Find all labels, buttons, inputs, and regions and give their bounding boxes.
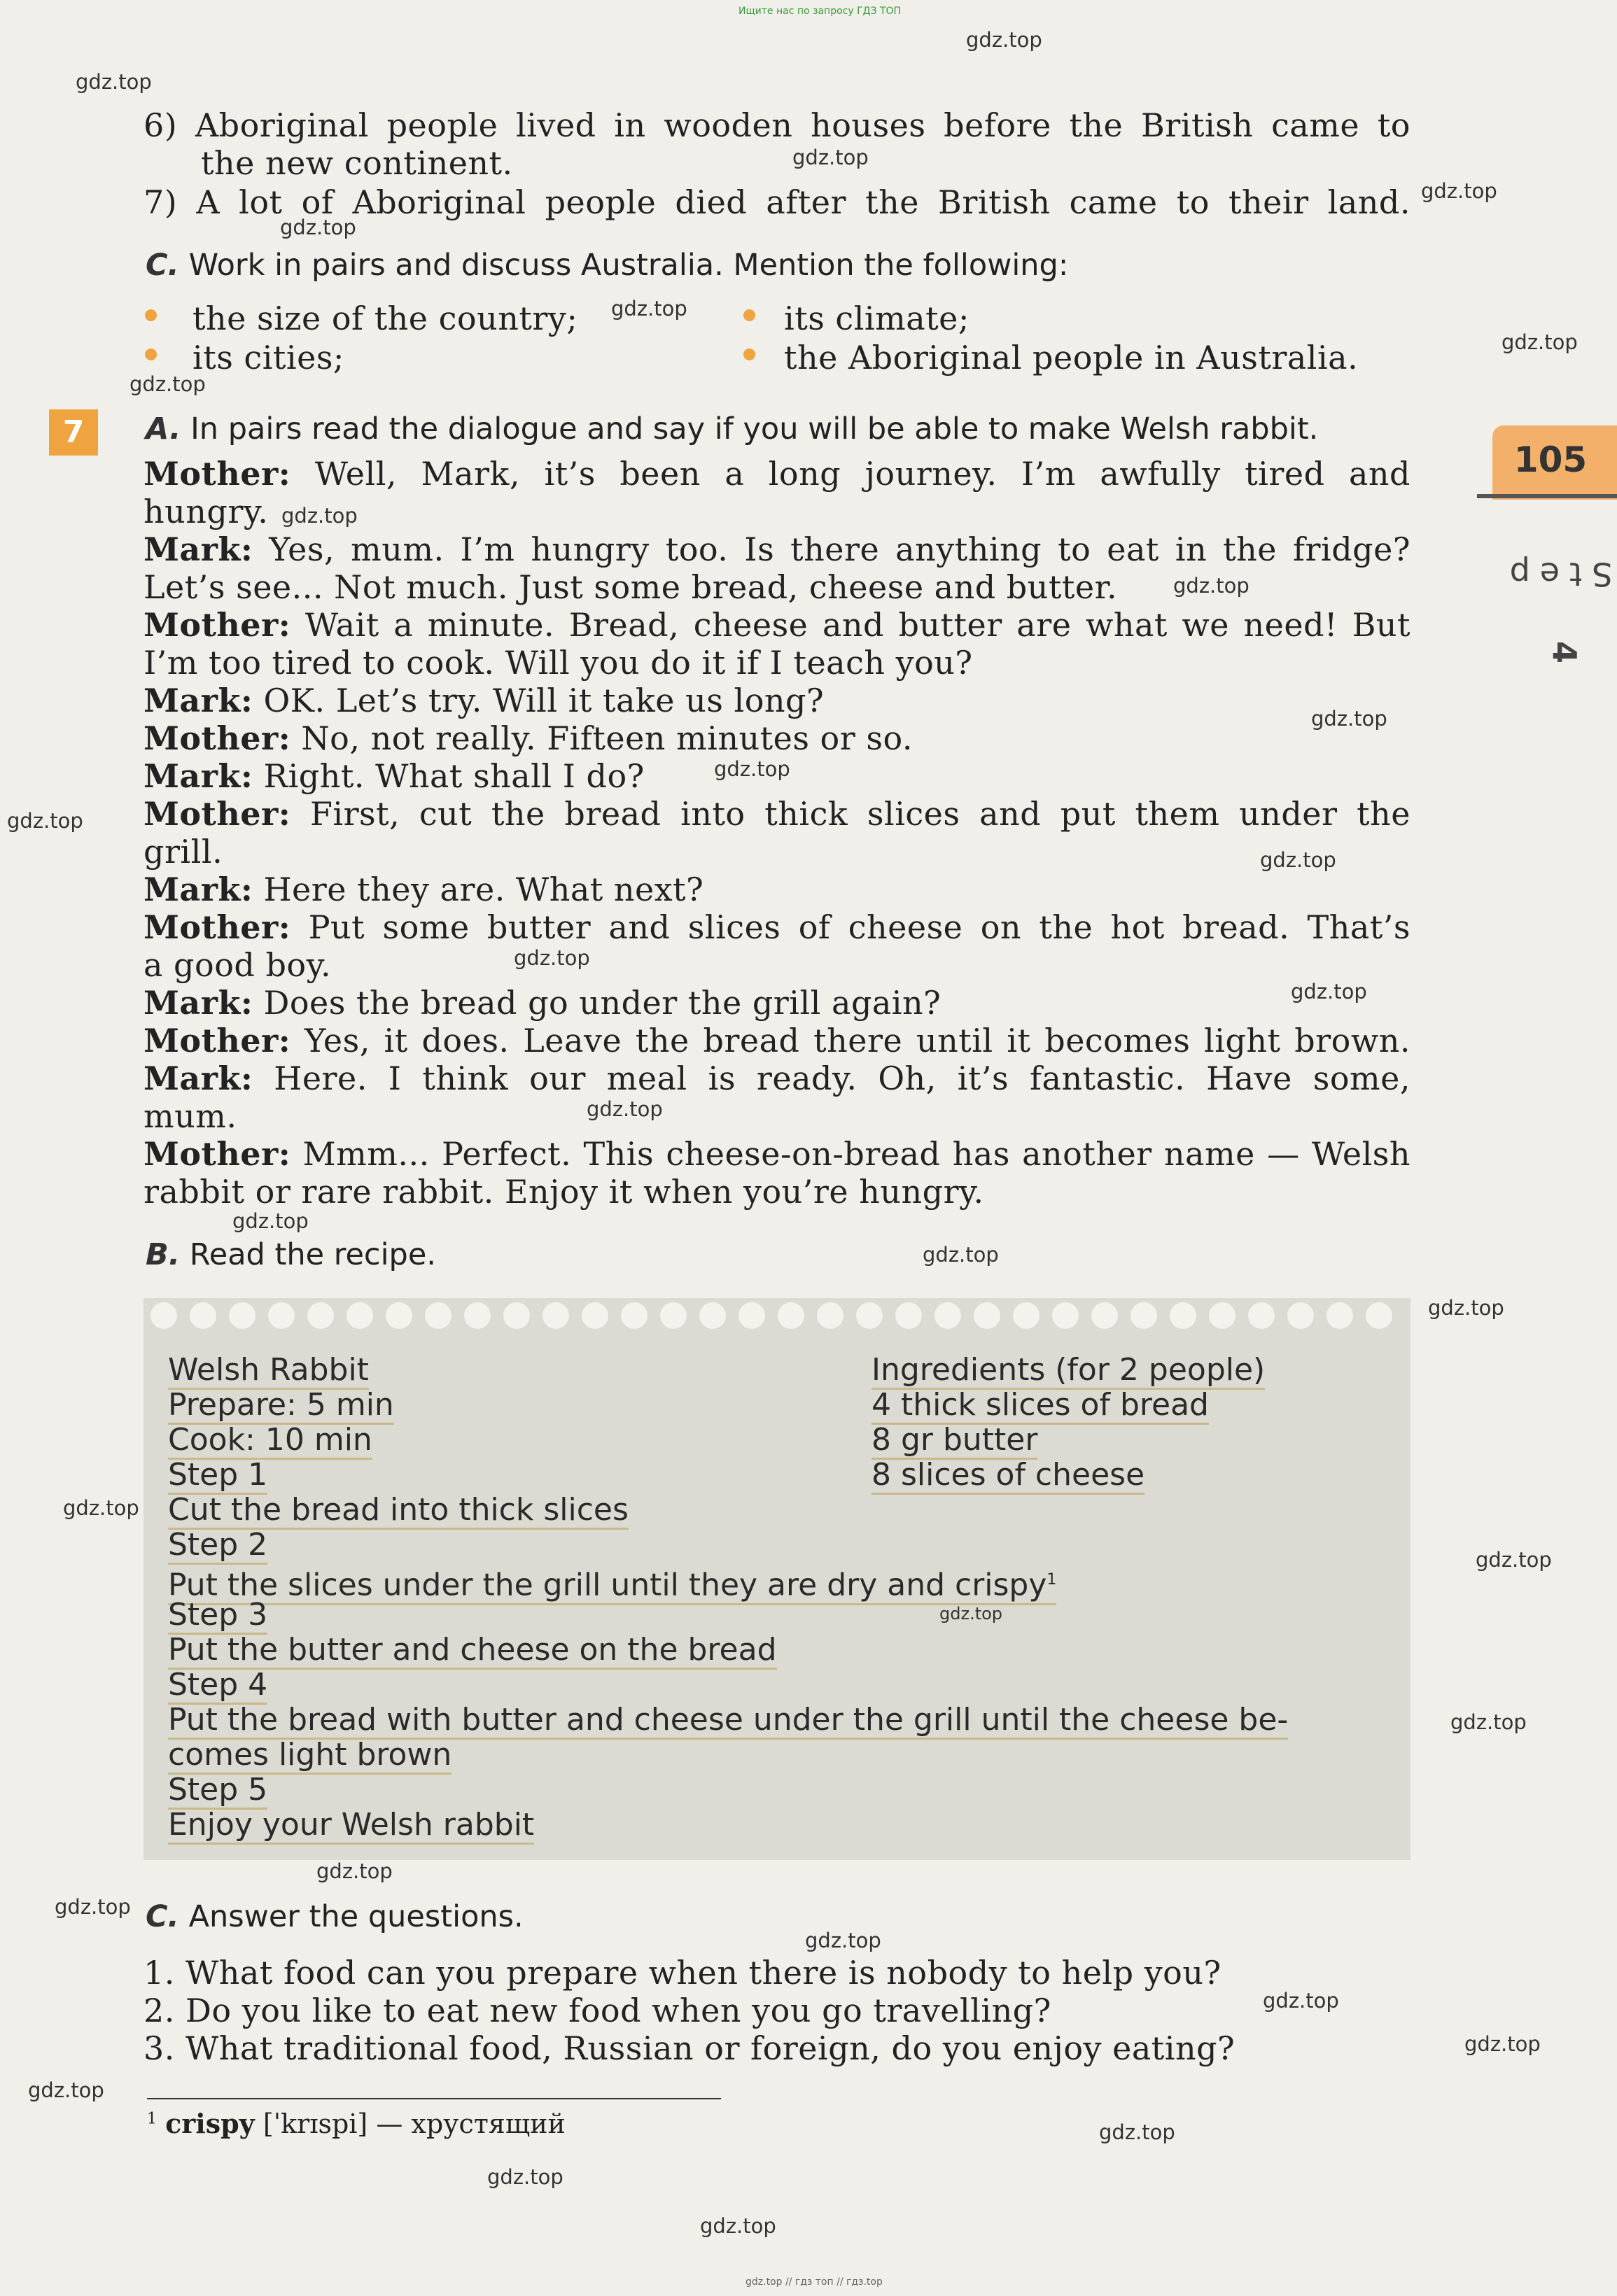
- watermark: gdz.top: [1263, 1989, 1339, 2013]
- dialogue-line: [144, 1059, 1410, 1097]
- replica: OK. Let’s try. Will it take us long?: [263, 682, 825, 719]
- perforation-hole: [386, 1302, 412, 1329]
- task-c2-letter: C.: [146, 1899, 179, 1934]
- recipe-line: Prepare: 5 min: [168, 1388, 394, 1425]
- watermark: gdz.top: [714, 757, 790, 781]
- perforation-hole: [778, 1302, 804, 1329]
- speaker: Mark:: [144, 682, 253, 719]
- recipe-line-text: Put the slices under the grill until they are dry and crispy: [168, 1567, 1047, 1603]
- bullet-item: its climate;: [784, 300, 969, 337]
- footnote-mark: 1: [147, 2110, 157, 2128]
- replica: Right. What shall I do?: [263, 757, 645, 795]
- watermark: gdz.top: [130, 372, 206, 396]
- dialogue: [144, 455, 1410, 1211]
- perforation-hole: [974, 1302, 1000, 1329]
- tab-divider: [1477, 494, 1617, 498]
- question-item: [144, 1992, 1410, 2029]
- recipe-line: Cut the bread into thick slices: [168, 1493, 629, 1530]
- replica: Yes, mum. I’m hungry too. Is there anything to eat in the fridge?: [269, 530, 1410, 568]
- speaker: Mother:: [144, 908, 291, 946]
- ingredient-item: 8 slices of cheese: [872, 1458, 1144, 1495]
- bullet-item: the Aboriginal people in Australia.: [784, 339, 1359, 376]
- ingredient-item: 8 gr butter: [872, 1423, 1037, 1460]
- footnote-word: crispy: [165, 2108, 255, 2139]
- footnote-marker: 1: [1046, 1571, 1057, 1589]
- perforation-hole: [738, 1302, 765, 1329]
- bullet-dot: [743, 309, 755, 321]
- watermark: gdz.top: [923, 1243, 999, 1267]
- statement-number: 7): [144, 183, 178, 221]
- watermark: gdz.top: [280, 216, 356, 239]
- perforation-hole: [229, 1302, 255, 1329]
- dialogue-line: [144, 455, 1410, 493]
- statement-text: Aboriginal people lived in wooden houses before the British came to: [195, 106, 1411, 144]
- watermark: gdz.top: [587, 1097, 663, 1121]
- watermark: gdz.top: [1464, 2032, 1541, 2056]
- question-text: What food can you prepare when there is nobody to help you?: [186, 1954, 1222, 1992]
- dialogue-line: grill.: [144, 833, 223, 871]
- perforation-hole: [425, 1302, 451, 1329]
- replica: Mmm... Perfect. This cheese-on-bread has another name — Welsh: [302, 1135, 1411, 1173]
- question-number: 2.: [144, 1992, 175, 2029]
- watermark: gdz.top: [700, 2214, 776, 2238]
- recipe-line: Cook: 10 min: [168, 1423, 372, 1460]
- watermark: gdz.top: [1450, 1710, 1527, 1734]
- bullet-dot: [145, 348, 157, 360]
- dialogue-line: a good boy.: [144, 946, 332, 984]
- task-b-letter: B.: [146, 1237, 181, 1272]
- watermark: gdz.top: [281, 504, 358, 528]
- question-item: [144, 1954, 1410, 1992]
- perforation-hole: [1130, 1302, 1157, 1329]
- replica: First, cut the bread into thick slices and put them under the: [309, 795, 1411, 833]
- replica: Put some butter and slices of cheese on the hot bread. That’s: [308, 908, 1410, 946]
- replica: No, not really. Fifteen minutes or so.: [301, 719, 913, 757]
- ingredients-title: Ingredients (for 2 people): [872, 1353, 1265, 1390]
- dialogue-line: [144, 1022, 1410, 1059]
- speaker: Mark:: [144, 530, 253, 568]
- task-c2-instruction: [146, 1898, 524, 1936]
- watermark: gdz.top: [1173, 574, 1250, 598]
- watermark: gdz.top: [1476, 1548, 1552, 1572]
- perforation-hole: [895, 1302, 922, 1329]
- perforation-hole: [817, 1302, 844, 1329]
- question-list: [144, 1954, 1410, 2067]
- dialogue-line: [144, 795, 1410, 833]
- question-number: 3.: [144, 2029, 175, 2067]
- perforation-hole: [1287, 1302, 1314, 1329]
- perforation-hole: [660, 1302, 687, 1329]
- bullet-item: the size of the country;: [192, 300, 578, 337]
- watermark: gdz.top: [792, 146, 869, 169]
- dialogue-line: [144, 719, 1410, 757]
- perforation-hole: [542, 1302, 569, 1329]
- footer-note: gdz.top // гдз топ // гдз.top: [746, 2276, 883, 2288]
- dialogue-line: [144, 606, 1410, 644]
- perforation-hole: [268, 1302, 295, 1329]
- perforation-hole: [307, 1302, 334, 1329]
- watermark: gdz.top: [7, 809, 83, 833]
- dialogue-line: [144, 908, 1410, 946]
- perforation-hole: [190, 1302, 216, 1329]
- watermark: gdz.top: [514, 946, 590, 970]
- header-note: Ищите нас по запросу ГДЗ ТОП: [738, 6, 902, 17]
- perforation-hole: [1366, 1302, 1392, 1329]
- watermark: gdz.top: [232, 1209, 309, 1233]
- perforation-hole: [582, 1302, 608, 1329]
- task-c-instruction: [146, 246, 1068, 284]
- replica: Here they are. What next?: [263, 871, 704, 908]
- perforation-hole: [503, 1302, 530, 1329]
- recipe-line: Enjoy your Welsh rabbit: [168, 1808, 534, 1845]
- watermark: gdz.top: [966, 28, 1042, 52]
- dialogue-line: hungry.: [144, 493, 269, 530]
- watermark: gdz.top: [1421, 179, 1497, 203]
- speaker: Mark:: [144, 1059, 253, 1097]
- statement-6-line2: the new continent.: [201, 144, 513, 182]
- watermark: gdz.top: [1099, 2120, 1175, 2144]
- replica: Wait a minute. Bread, cheese and butter are what we need! But: [304, 606, 1410, 644]
- perforation-hole: [1326, 1302, 1353, 1329]
- dialogue-line: [144, 871, 1410, 908]
- dialogue-line: mum.: [144, 1097, 237, 1135]
- question-text: Do you like to eat new food when you go travelling?: [186, 1992, 1051, 2029]
- task-a-letter: A.: [146, 411, 181, 446]
- recipe-line: [168, 1563, 1056, 1605]
- footnote: [147, 2108, 566, 2139]
- footnote-translation: — хрустящий: [376, 2108, 566, 2139]
- footnote-rule: [147, 2098, 721, 2099]
- statement-6-line1: [144, 106, 1410, 144]
- step-side-number: 4: [1546, 640, 1583, 663]
- perforation-hole: [1052, 1302, 1079, 1329]
- perforation-hole: [1013, 1302, 1040, 1329]
- step-side-word: Step: [1499, 555, 1613, 593]
- watermark: gdz.top: [1291, 980, 1367, 1003]
- watermark: gdz.top: [76, 70, 152, 94]
- statement-6: [144, 106, 1410, 182]
- perforation-hole: [934, 1302, 961, 1329]
- perforation-hole: [346, 1302, 373, 1329]
- perforation-hole: [699, 1302, 726, 1329]
- perforation-hole: [1209, 1302, 1236, 1329]
- recipe-line: Put the bread with butter and cheese under the grill until the cheese be-: [168, 1703, 1288, 1740]
- task-b-text: Read the recipe.: [189, 1237, 436, 1272]
- replica: Yes, it does. Leave the bread there until it becomes light brown.: [304, 1022, 1410, 1059]
- recipe-line: comes light brown: [168, 1738, 451, 1775]
- recipe-line: Put the butter and cheese on the bread: [168, 1633, 777, 1670]
- recipe-step-heading: Step 3: [168, 1598, 267, 1635]
- watermark: gdz.top: [1502, 330, 1578, 354]
- replica: Does the bread go under the grill again?: [263, 984, 941, 1022]
- speaker: Mother:: [144, 1022, 291, 1059]
- watermark: gdz.top: [805, 1929, 881, 1952]
- speaker: Mark:: [144, 757, 253, 795]
- recipe-step-heading: Step 2: [168, 1528, 267, 1565]
- perforation-hole: [150, 1302, 177, 1329]
- recipe-title: Welsh Rabbit: [168, 1353, 369, 1390]
- perforation-hole: [1091, 1302, 1118, 1329]
- question-number: 1.: [144, 1954, 175, 1992]
- dialogue-line: [144, 682, 1410, 719]
- watermark: gdz.top: [939, 1604, 1003, 1624]
- question-item: [144, 2029, 1410, 2067]
- watermark: gdz.top: [55, 1895, 131, 1919]
- ingredient-item: 4 thick slices of bread: [872, 1388, 1209, 1425]
- replica: Well, Mark, it’s been a long journey. I’m awfully tired and: [314, 455, 1410, 493]
- task-a-text: In pairs read the dialogue and say if you will be able to make Welsh rabbit.: [190, 411, 1319, 446]
- watermark: gdz.top: [316, 1859, 393, 1883]
- statement-number: 6): [144, 106, 178, 144]
- recipe-card-perforation: [144, 1298, 1410, 1332]
- perforation-hole: [464, 1302, 491, 1329]
- watermark: gdz.top: [63, 1496, 139, 1520]
- perforation-hole: [1170, 1302, 1196, 1329]
- perforation-hole: [1248, 1302, 1275, 1329]
- watermark: gdz.top: [1260, 848, 1336, 872]
- watermark: gdz.top: [28, 2078, 104, 2102]
- dialogue-line: [144, 530, 1410, 568]
- task-c2-text: Answer the questions.: [188, 1899, 524, 1934]
- speaker: Mother:: [144, 795, 291, 833]
- speaker: Mark:: [144, 871, 253, 908]
- recipe-step-heading: Step 5: [168, 1773, 267, 1810]
- bullet-dot: [145, 309, 157, 321]
- perforation-hole: [856, 1302, 883, 1329]
- step-side-label: [1499, 518, 1613, 668]
- dialogue-line: [144, 1135, 1410, 1173]
- replica: Here. I think our meal is ready. Oh, it’s fantastic. Have some,: [274, 1059, 1410, 1097]
- speaker: Mother:: [144, 1135, 291, 1173]
- statement-text: A lot of Aboriginal people died after the British came to their land.: [196, 183, 1410, 221]
- speaker: Mother:: [144, 455, 291, 493]
- watermark: gdz.top: [1311, 707, 1387, 731]
- bullet-dot: [743, 348, 755, 360]
- footnote-transcription: [ˈkrɪspi]: [262, 2108, 368, 2139]
- recipe-step-heading: Step 1: [168, 1458, 267, 1495]
- task-c-text: Work in pairs and discuss Australia. Mention the following:: [188, 248, 1069, 283]
- question-text: What traditional food, Russian or foreign, do you enjoy eating?: [186, 2029, 1236, 2067]
- speaker: Mother:: [144, 719, 291, 757]
- exercise-number: 7: [49, 409, 98, 456]
- bullet-item: its cities;: [192, 339, 344, 376]
- speaker: Mark:: [144, 984, 253, 1022]
- dialogue-line: rabbit or rare rabbit. Enjoy it when you’re hungry.: [144, 1173, 984, 1211]
- task-b-instruction: [146, 1236, 436, 1274]
- recipe-step-heading: Step 4: [168, 1668, 267, 1705]
- task-a-instruction: [146, 410, 1318, 448]
- watermark: gdz.top: [1428, 1296, 1504, 1320]
- dialogue-line: Let’s see... Not much. Just some bread, cheese and butter.: [144, 568, 1118, 606]
- dialogue-line: [144, 984, 1410, 1022]
- page-number: 105: [1513, 439, 1588, 480]
- task-c-letter: C.: [146, 248, 179, 283]
- dialogue-line: I’m too tired to cook. Will you do it if I teach you?: [144, 644, 973, 682]
- speaker: Mother:: [144, 606, 291, 644]
- watermark: gdz.top: [611, 297, 687, 321]
- watermark: gdz.top: [487, 2165, 564, 2189]
- perforation-hole: [621, 1302, 648, 1329]
